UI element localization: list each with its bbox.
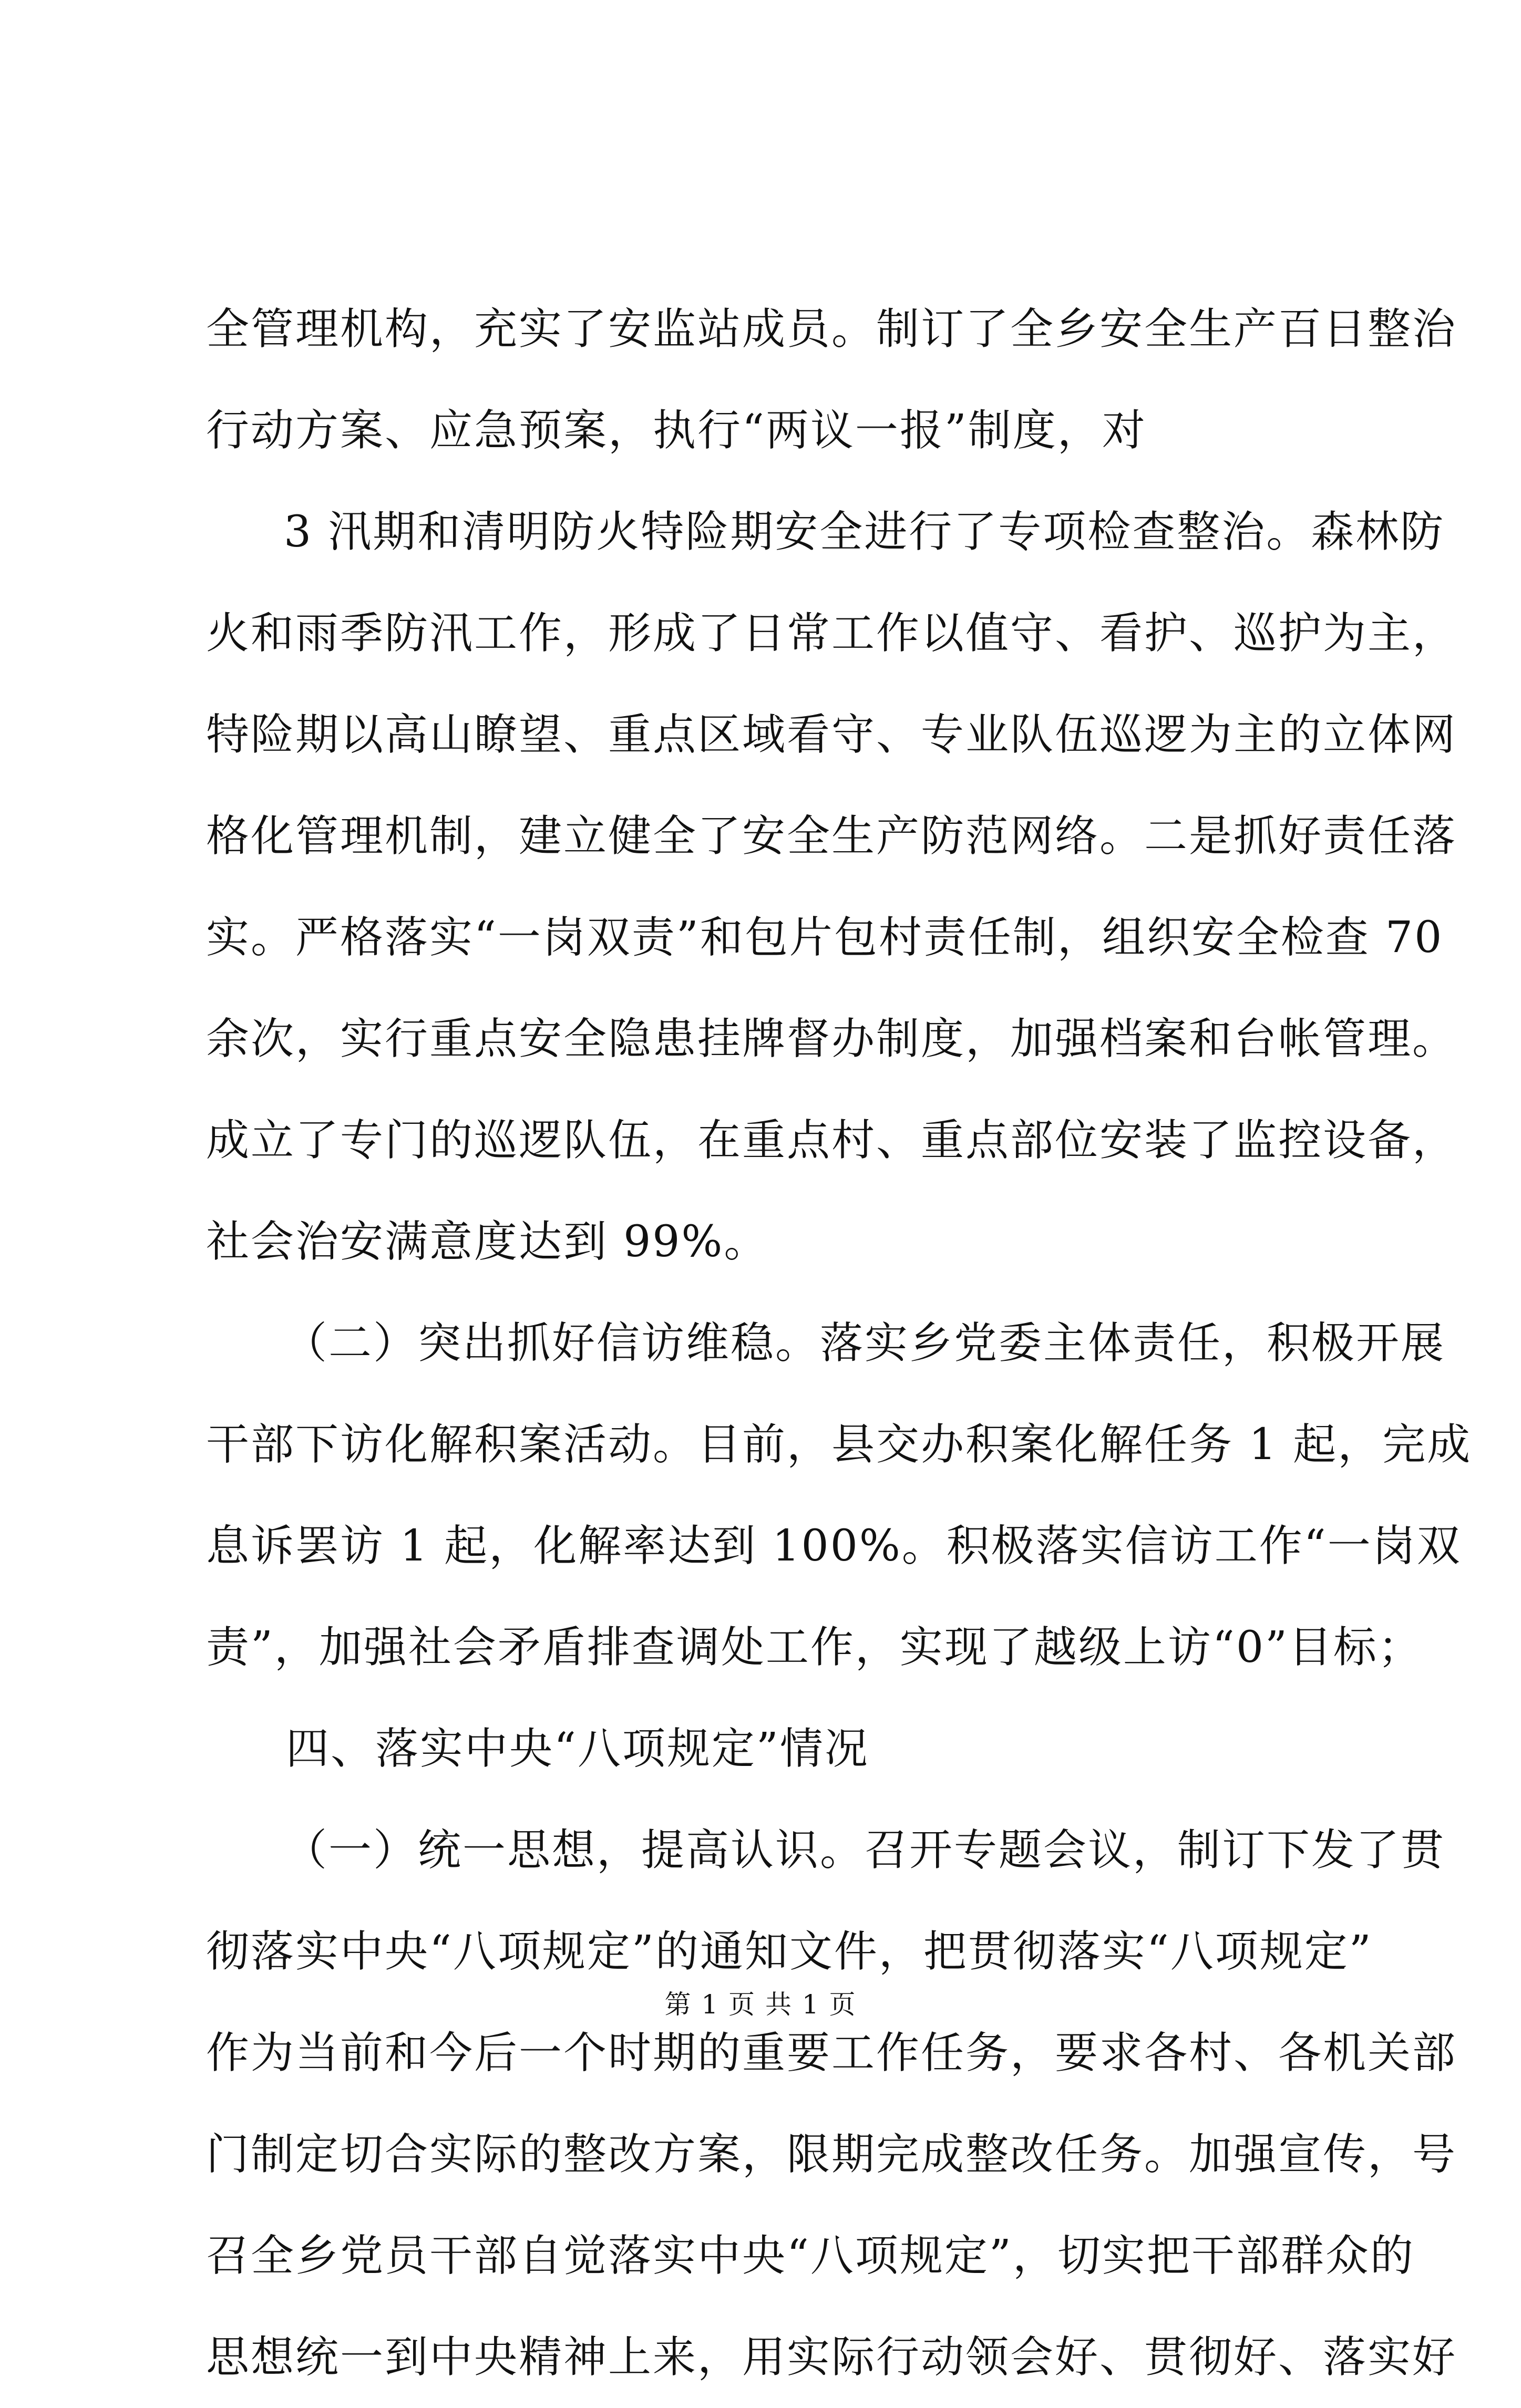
body-line-2: 行动方案、应急预案，执行“两议一报”制度，对 [206, 406, 1147, 456]
document-body [206, 278, 1472, 2408]
body-line-20: 召全乡党员干部自觉落实中央“八项规定”，切实把干部群众的 [206, 2231, 1415, 2281]
body-line-17: 彻落实中央“八项规定”的通知文件，把贯彻落实“八项规定” [206, 1927, 1373, 1977]
body-line-5: 特险期以高山瞭望、重点区域看守、专业队伍巡逻为主的立体网 [206, 710, 1457, 760]
body-line-7: 实。严格落实“一岗双责”和包片包村责任制，组织安全检查 70 [206, 913, 1444, 963]
body-line-18: 作为当前和今后一个时期的重要工作任务，要求各村、各机关部 [206, 2028, 1457, 2078]
body-line-14: 责”，加强社会矛盾排查调处工作，实现了越级上访“0”目标； [206, 1622, 1423, 1672]
body-line-12: 干部下访化解积案活动。目前，县交办积案化解任务 1 起，完成 [206, 1420, 1472, 1470]
page-footer: 第 1 页 共 1 页 [664, 1989, 857, 2020]
body-line-13: 息诉罢访 1 起，化解率达到 100%。积极落实信访工作“一岗双 [206, 1521, 1462, 1571]
body-line-6: 格化管理机制，建立健全了安全生产防范网络。二是抓好责任落 [206, 811, 1457, 861]
section-heading: 四、落实中央“八项规定”情况 [286, 1724, 869, 1774]
body-line-19: 门制定切合实际的整改方案，限期完成整改任务。加强宣传，号 [206, 2130, 1457, 2179]
body-line-16: （一）统一思想，提高认识。召开专题会议，制订下发了贯 [284, 1825, 1446, 1875]
body-line-21: 思想统一到中央精神上来，用实际行动领会好、贯彻好、落实好 [206, 2332, 1457, 2382]
body-line-8: 余次，实行重点安全隐患挂牌督办制度，加强档案和台帐管理。 [206, 1014, 1457, 1064]
body-line-1: 全管理机构，充实了安监站成员。制订了全乡安全生产百日整治 [206, 304, 1457, 354]
body-line-3: 3 汛期和清明防火特险期安全进行了专项检查整治。森林防 [284, 507, 1445, 557]
body-line-9: 成立了专门的巡逻队伍，在重点村、重点部位安装了监控设备， [206, 1115, 1457, 1165]
body-line-10: 社会治安满意度达到 99%。 [206, 1217, 769, 1267]
body-line-4: 火和雨季防汛工作，形成了日常工作以值守、看护、巡护为主， [206, 608, 1457, 658]
body-line-11: （二）突出抓好信访维稳。落实乡党委主体责任，积极开展 [284, 1318, 1446, 1368]
